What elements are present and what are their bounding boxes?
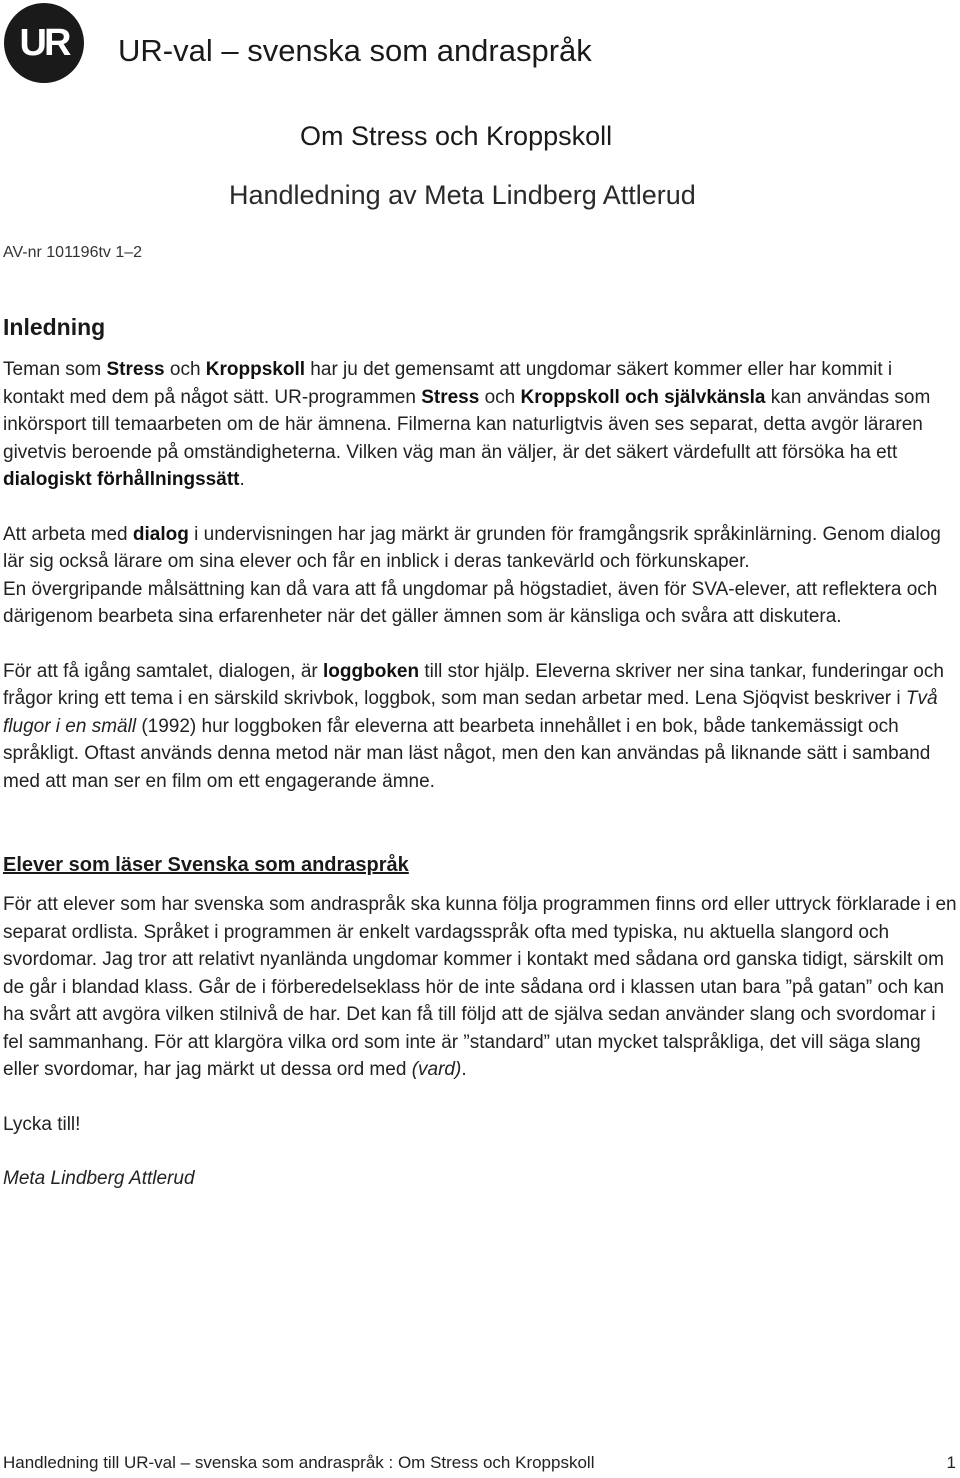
bold-run: dialog: [132, 523, 189, 545]
series-title: UR-val – svenska som andraspråk: [118, 33, 592, 68]
text-run: För att elever som har svenska som andraspråk ska kunna följa programmen finns ord eller uttryck förklarade i en separat ordlista. Språket i programmen är enkelt vardagsspråk ofta med typiska, nu aktuella slangord och svordomar. Jag tror att relativt nyanlända ungdomar kommer i kontakt med sådana ord ganska tidigt, särskilt om de går i blandad klass. Går de i förberedelseklass hör de inte sådana ord i klassen utan bara ”på gatan” och kan ha svårt att avgöra vilken stilnivå de har. Det kan få till följd att de själva sedan använder slang och svordomar i fel sammanhang. För att klargöra vilka ord som inte är ”standard” utan mycket talspråkliga, det vill säga slang eller svordomar, har jag märkt ut dessa ord med: [3, 894, 957, 1080]
section-gap: [3, 795, 958, 851]
paragraph-gap: [3, 494, 958, 521]
doc-title: Om Stress och Kroppskoll: [300, 121, 613, 151]
text-run: och: [479, 386, 521, 408]
ur-logo: [4, 3, 84, 83]
text-run: och: [164, 359, 206, 380]
intro-paragraph-3: En övergripande målsättning kan då vara att få ungdomar på högstadiet, även för SVA-elever, att reflektera och därigenom bearbeta sina erfarenheter när det gäller ämnen som är känsliga och svåra att diskutera.: [3, 578, 938, 627]
intro-paragraph-2: [3, 521, 958, 576]
intro-paragraph-1: [3, 356, 958, 494]
paragraph-gap: [3, 1138, 958, 1165]
section-heading: Elever som läser Svenska som andraspråk: [3, 854, 409, 876]
bold-run: Stress: [421, 386, 480, 408]
text-run: till stor hjälp. Eleverna skriver ner sina tankar, funderingar och frågor kring ett tema i en särskild skrivbok, loggbok, som man sedan arbetar med. Lena Sjöqvist beskriver i: [3, 660, 944, 709]
text-run: kan användas som inkörsport till temaarbeten om de här ämnena. Filmerna kan naturligtvis även ses separat, detta avgör läraren givetvis beroende på omständigheterna. Vilken väg man än väljer, är det säkert värdefullt att försöka ha ett: [3, 386, 931, 463]
paragraph-gap: [3, 631, 958, 658]
text-run: För att få igång samtalet, dialogen, är: [3, 660, 324, 682]
intro-heading: Inledning: [3, 314, 106, 340]
text-run: (1992) hur loggboken får eleverna att bearbeta innehållet i en bok, både tankemässigt och språkligt. Oftast används denna metod när man läst något, men den kan användas på liknande sätt i samband med att man ser en film om ett engagerande ämne.: [3, 715, 931, 792]
page-footer: [3, 1453, 958, 1473]
text-run: .: [461, 1059, 467, 1080]
author-signature: Meta Lindberg Attlerud: [3, 1168, 195, 1189]
bold-run: dialogiskt förhållningssätt: [3, 469, 240, 490]
section-paragraph-1: [3, 891, 958, 1084]
italic-run: (vard): [411, 1059, 462, 1080]
text-run: Att arbeta med: [3, 523, 133, 545]
bold-run: Kroppskoll och självkänsla: [520, 386, 766, 408]
document-body: [3, 312, 958, 1193]
paragraph-gap: [3, 1084, 958, 1111]
italic-run: Två flugor i en smäll: [3, 688, 938, 737]
footer-text: Handledning till UR-val – svenska som andraspråk : Om Stress och Kroppskoll: [3, 1453, 595, 1472]
text-run: .: [239, 469, 245, 490]
intro-paragraph-4: [3, 658, 958, 796]
bold-run: Kroppskoll: [205, 359, 306, 380]
closing-greeting: Lycka till!: [3, 1113, 81, 1135]
logo-text: UR: [19, 22, 69, 64]
text-run: i undervisningen har jag märkt är grunden för framgångsrik språkinlärning. Genom dialog lär sig också lärare om sina elever och får en inblick i deras tankevärld och förkunskaper.: [3, 523, 941, 572]
bold-run: Stress: [106, 359, 165, 380]
doc-subtitle: Handledning av Meta Lindberg Attlerud: [229, 180, 696, 210]
text-run: har ju det gemensamt att ungdomar säkert kommer eller har kommit i kontakt med dem på något sätt. UR-programmen: [3, 359, 893, 408]
page-number: 1: [946, 1453, 956, 1472]
bold-run: loggboken: [323, 660, 420, 682]
text-run: Teman som: [3, 359, 107, 380]
av-number: AV-nr 101196tv 1–2: [3, 244, 143, 261]
